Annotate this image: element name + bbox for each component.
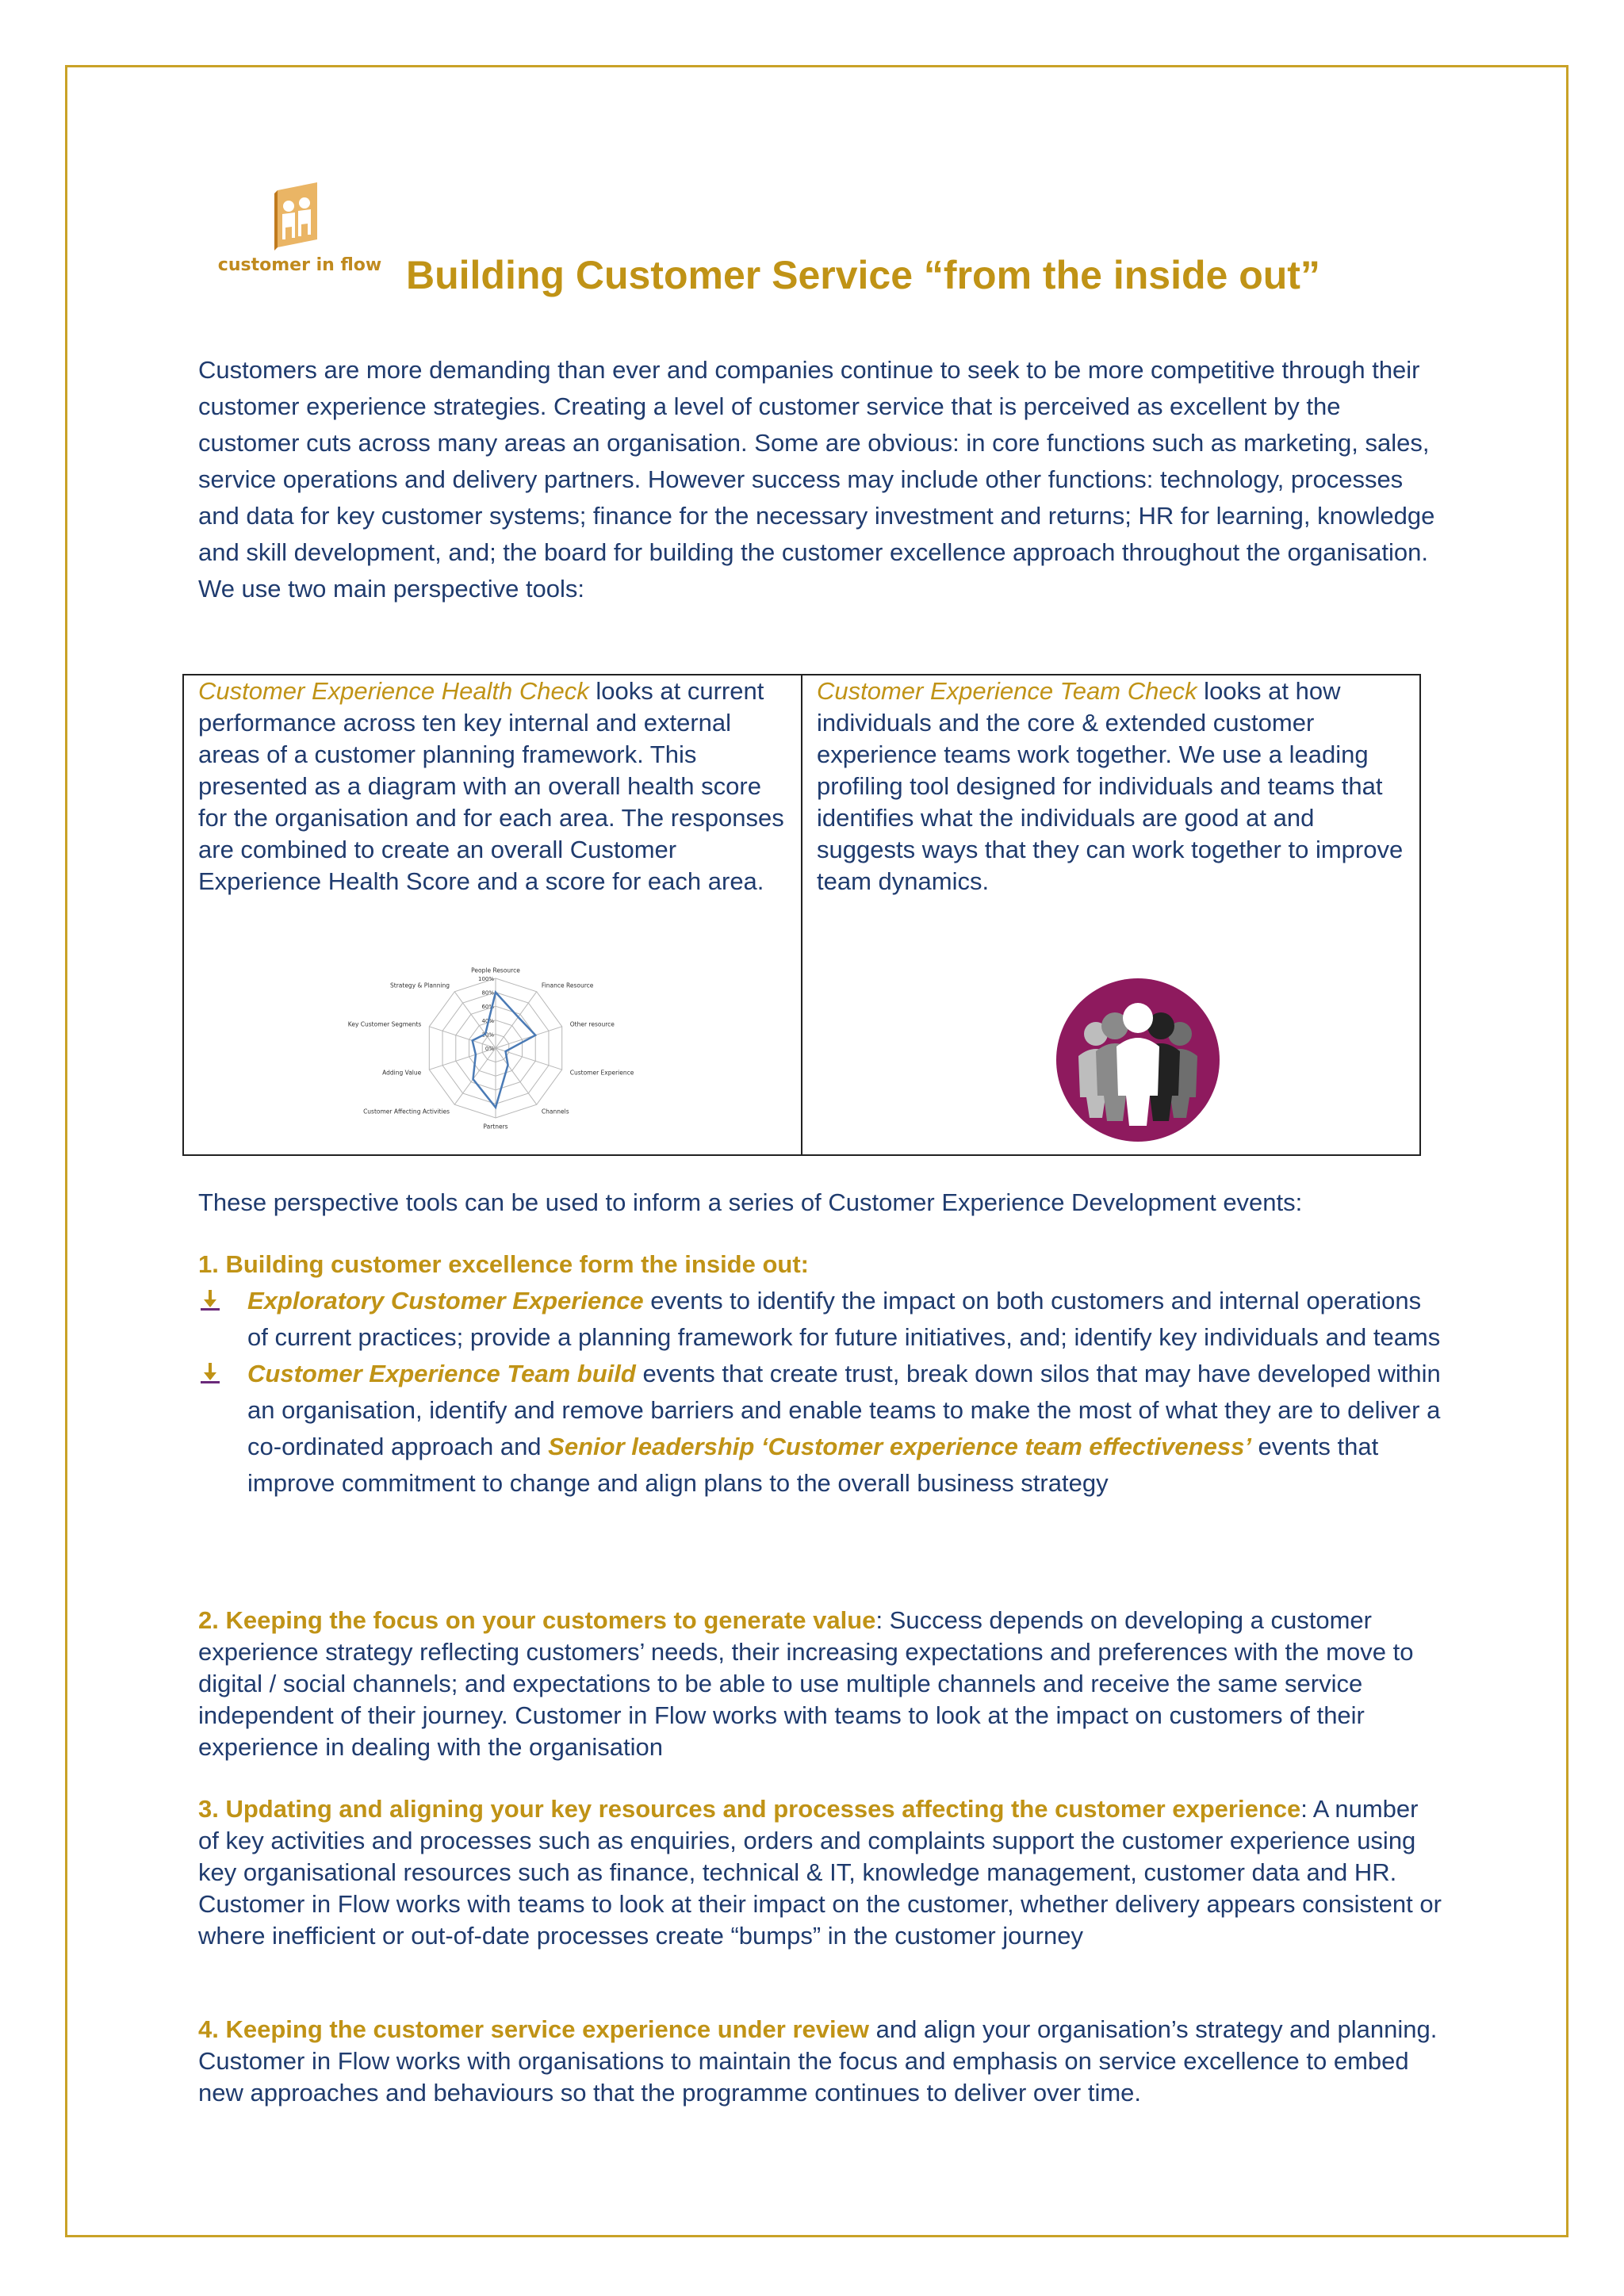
radar-spoke <box>496 1027 562 1048</box>
customer-in-flow-logo-icon <box>216 182 384 262</box>
health-check-radar-diagram <box>341 953 650 1147</box>
team-check-text: looks at how individuals and the core & extended customer experience teams work together. We use a leading profiling tool designed for individuals and teams that identifies what the individuals are good at and suggests ways that they can work together to improve team dynamics. <box>817 677 1404 895</box>
radar-scale-label: 40% <box>481 1017 494 1024</box>
section-4-text: and align your organisation’s strategy and planning. Customer in Flow works with organisations to maintain the focus and emphasis on service excellence to embed new approaches and behaviours so that the programme continues to deliver over time. <box>198 2015 1438 2107</box>
radar-spoke <box>496 1048 537 1104</box>
section-3-paragraph <box>198 1793 1443 1952</box>
radar-scale-label: 0% <box>485 1046 494 1052</box>
events-intro: These perspective tools can be used to inform a series of Customer Experience Development events: <box>198 1188 1303 1216</box>
radar-axis-label: Adding Value <box>382 1069 422 1077</box>
section-3-title: 3. Updating and aligning your key resources and processes affecting the customer experience <box>198 1795 1301 1823</box>
section-1-title: 1. Building customer excellence form the inside out: <box>198 1250 809 1278</box>
section-1-bullets <box>198 1283 1443 1502</box>
section-4-title: 4. Keeping the customer service experience under review <box>198 2015 869 2043</box>
logo-text: customer in flow <box>217 255 382 275</box>
section-4-paragraph <box>198 2014 1443 2109</box>
team-check-cell <box>817 675 1411 897</box>
radar-axis-label: People Resource <box>471 966 520 974</box>
list-item <box>198 1283 1443 1356</box>
arrow-bullet-icon <box>198 1361 222 1385</box>
radar-axis-label: Strategy & Planning <box>390 982 450 989</box>
radar-axis-label: Other resource <box>569 1020 615 1028</box>
company-logo <box>216 182 384 285</box>
health-check-name: Customer Experience Health Check <box>198 677 589 705</box>
bullet-2-lead-2: Senior leadership ‘Customer experience team effectiveness’ <box>548 1433 1251 1460</box>
radar-axis-label: Key Customer Segments <box>347 1020 422 1028</box>
team-people-icon <box>1055 977 1221 1143</box>
radar-axis-label: Channels <box>541 1108 569 1115</box>
intro-paragraph: Customers are more demanding than ever and companies continue to seek to be more competitive through their customer experience strategies. Creating a level of customer service that is perceived as excellent by the customer cuts across many areas an organisation. Some are obvious: in core functions such as marketing, sales, service operations and delivery partners. However success may include other functions: technology, processes and data for key customer systems; finance for the necessary investment and returns; HR for learning, knowledge and skill development, and; the board for building the customer excellence approach throughout the organisation. We use two main perspective tools: <box>198 356 1435 603</box>
health-check-cell <box>198 675 789 1131</box>
radar-axis-label: Finance Resource <box>541 982 594 989</box>
section-3-text: : A number of key activities and processes such as enquiries, orders and complaints support the customer experience using key organisational resources such as finance, technical & IT, knowledge management, customer data and HR. Customer in Flow works with teams to look at their impact on the customer, whether delivery appears consistent or where inefficient or out-of-date processes create “bumps” in the customer journey <box>198 1795 1442 1950</box>
bullet-1-lead: Exploratory Customer Experience <box>247 1287 644 1314</box>
page-title: Building Customer Service “from the inside out” <box>406 253 1320 297</box>
radar-scale-label: 80% <box>481 989 494 997</box>
bullet-2-text-2: events that improve commitment to change and align plans to the overall business strategy <box>247 1433 1379 1497</box>
radar-axis-label: Partners <box>483 1123 508 1131</box>
section-1-heading <box>198 1246 1443 1283</box>
section-2-paragraph <box>198 1605 1443 1763</box>
table-divider <box>801 675 802 1154</box>
bullet-2-text: events that create trust, break down silos that may have developed within an organisation, identify and remove barriers and enable teams to make the most of what they are to deliver a co-ordinated approach and <box>247 1360 1441 1460</box>
radar-axis-label: Customer Experience <box>569 1069 634 1077</box>
radar-axis-label: Customer Affecting Activities <box>363 1108 450 1115</box>
bullet-2-lead: Customer Experience Team build <box>247 1360 636 1387</box>
bullet-1-text: events to identify the impact on both customers and internal operations of current practices; provide a planning framework for future initiatives, and; identify key individuals and teams <box>247 1287 1441 1351</box>
radar-scale-label: 20% <box>481 1031 494 1039</box>
team-check-name: Customer Experience Team Check <box>817 677 1197 705</box>
section-2-title: 2. Keeping the focus on your customers to generate value <box>198 1606 876 1634</box>
list-item <box>198 1356 1443 1502</box>
section-2-text: : Success depends on developing a customer experience strategy reflecting customers’ needs, their increasing expectations and preferences with the move to digital / social channels; and expectations to be able to use multiple channels and receive the same service independent of their journey. Customer in Flow works with teams to look at the impact on customers of their experience in dealing with the organisation <box>198 1606 1414 1761</box>
arrow-bullet-icon <box>198 1288 222 1312</box>
health-check-text: looks at current performance across ten key internal and external areas of a customer planning framework. This presented as a diagram with an overall health score for the organisation and for each area. The responses are combined to create an overall Customer Experience Health Score and a score for each area. <box>198 677 784 895</box>
health-check-description <box>198 675 789 897</box>
radar-scale-label: 100% <box>477 976 494 982</box>
team-check-description <box>817 675 1411 897</box>
radar-scale-label: 60% <box>481 1004 494 1011</box>
perspective-tools-table <box>182 674 1421 1156</box>
